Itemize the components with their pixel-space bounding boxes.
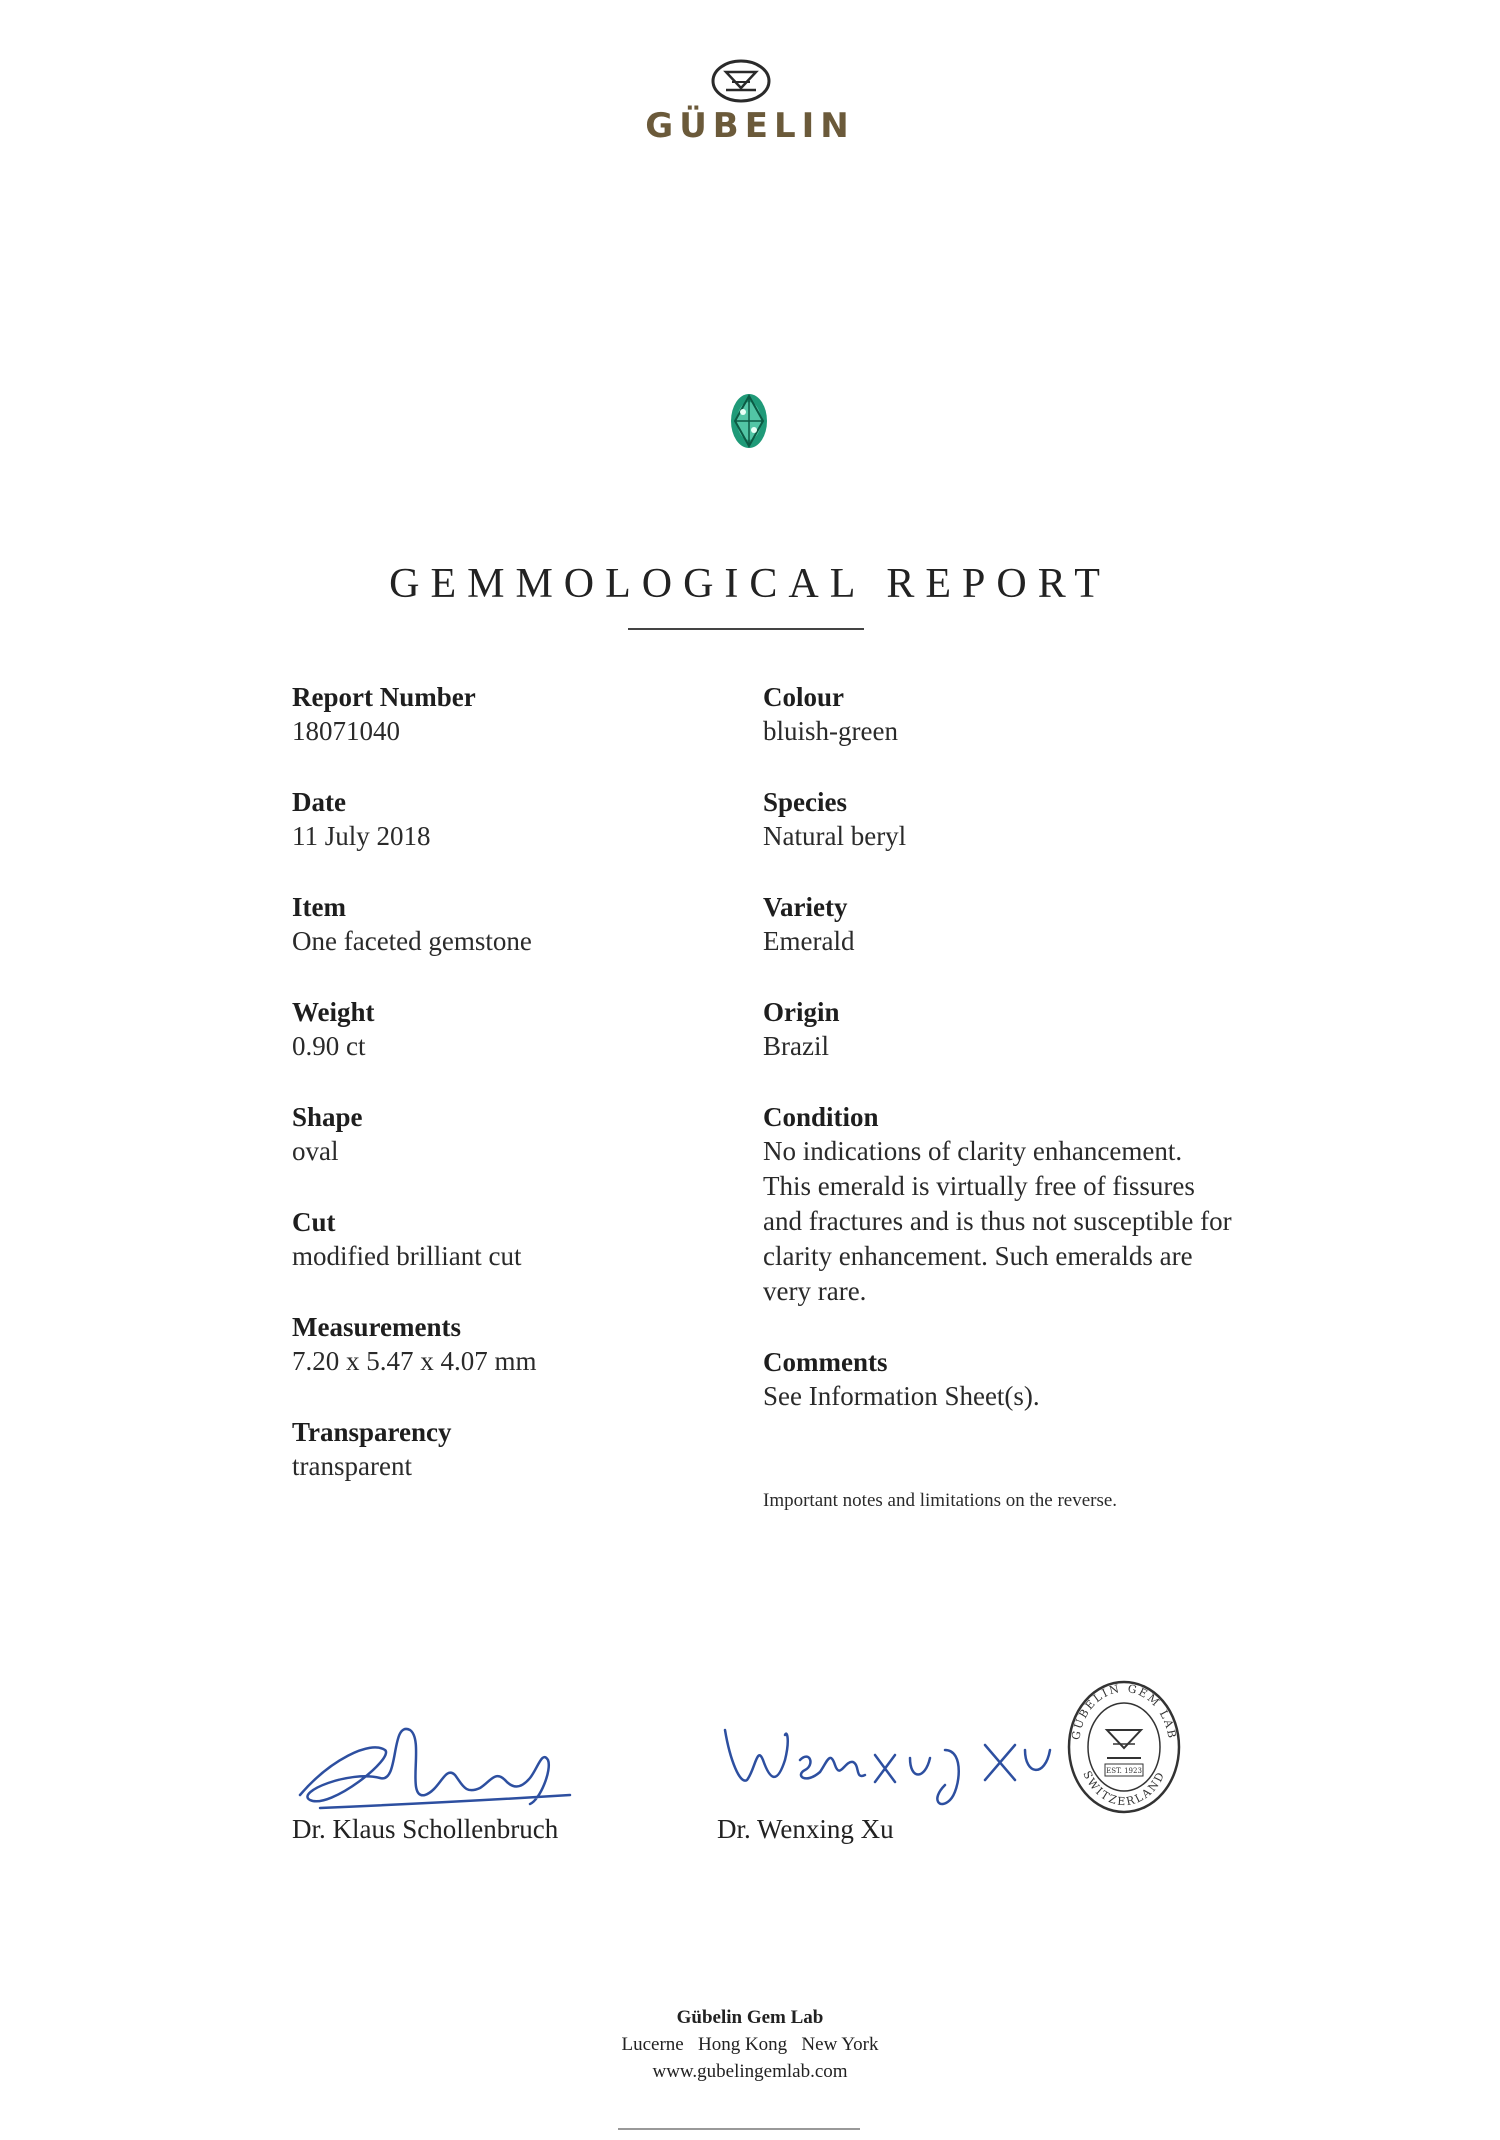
field-value: 11 July 2018 [292, 821, 431, 851]
signature-xu [715, 1690, 1075, 1820]
seal-top-text: GÜBELIN GEM LAB [1069, 1681, 1179, 1741]
field-value: 0.90 ct [292, 1031, 366, 1061]
field-condition [763, 1100, 1233, 1309]
gubelin-gem-lab-seal [1065, 1678, 1183, 1816]
limitations-note: Important notes and limitations on the reverse. [763, 1490, 1118, 1511]
field-value: Brazil [763, 1031, 829, 1061]
oval-emerald-gemstone-icon [729, 392, 769, 450]
footer-locations: Lucerne Hong Kong New York [621, 2034, 879, 2055]
field-comments [763, 1345, 1233, 1414]
field-value: modified brilliant cut [292, 1241, 522, 1271]
field-item [292, 890, 762, 959]
field-species [763, 785, 1233, 854]
footer-website: www.gubelingemlab.com [652, 2061, 848, 2082]
seal-bottom-text: SWITZERLAND [1080, 1768, 1168, 1809]
field-value: oval [292, 1136, 339, 1166]
field-value: 18071040 [292, 716, 400, 746]
signatory-name: Dr. Klaus Schollenbruch [292, 1814, 559, 1844]
field-value: bluish-green [763, 716, 898, 746]
field-weight [292, 995, 762, 1064]
svg-text:GÜBELIN GEM LAB [1069, 1682, 1178, 1741]
footer-divider [618, 2128, 860, 2130]
footer [500, 2004, 1000, 2085]
field-label: Item [292, 892, 346, 922]
field-label: Transparency [292, 1417, 452, 1447]
field-transparency [292, 1415, 762, 1484]
field-value: See Information Sheet(s). [763, 1381, 1040, 1411]
field-variety [763, 890, 1233, 959]
field-value: Emerald [763, 926, 855, 956]
field-label: Variety [763, 892, 848, 922]
field-value: No indications of clarity enhancement. This emerald is virtually free of fissures and fractures and is thus not susceptible for clarity enhancement. Such emeralds are very rare. [763, 1136, 1232, 1306]
field-label: Cut [292, 1207, 336, 1237]
brand-logo: GÜBELIN [645, 106, 855, 146]
field-colour [763, 680, 1233, 749]
field-value: transparent [292, 1451, 412, 1481]
right-field-column [763, 680, 1233, 1450]
field-label: Date [292, 787, 346, 817]
field-label: Origin [763, 997, 840, 1027]
signature-schollenbruch [290, 1700, 580, 1820]
field-label: Report Number [292, 682, 476, 712]
field-label: Shape [292, 1102, 363, 1132]
field-label: Species [763, 787, 847, 817]
left-field-column [292, 680, 762, 1520]
field-date [292, 785, 762, 854]
field-origin [763, 995, 1233, 1064]
field-label: Weight [292, 997, 375, 1027]
footer-lab-name: Gübelin Gem Lab [676, 2007, 824, 2028]
field-value: 7.20 x 5.47 x 4.07 mm [292, 1346, 537, 1376]
field-label: Measurements [292, 1312, 461, 1342]
field-label: Colour [763, 682, 844, 712]
field-label: Comments [763, 1347, 888, 1377]
field-measurements [292, 1310, 762, 1379]
field-shape [292, 1100, 762, 1169]
field-value: One faceted gemstone [292, 926, 532, 956]
field-report-number [292, 680, 762, 749]
report-title: GEMMOLOGICAL REPORT [389, 561, 1111, 607]
signatory-name: Dr. Wenxing Xu [717, 1814, 894, 1844]
field-label: Condition [763, 1102, 879, 1132]
gubelin-emblem-icon [710, 58, 772, 104]
seal-est-text: EST. 1923 [1106, 1767, 1142, 1775]
field-cut [292, 1205, 762, 1274]
field-value: Natural beryl [763, 821, 907, 851]
title-divider [628, 628, 864, 630]
